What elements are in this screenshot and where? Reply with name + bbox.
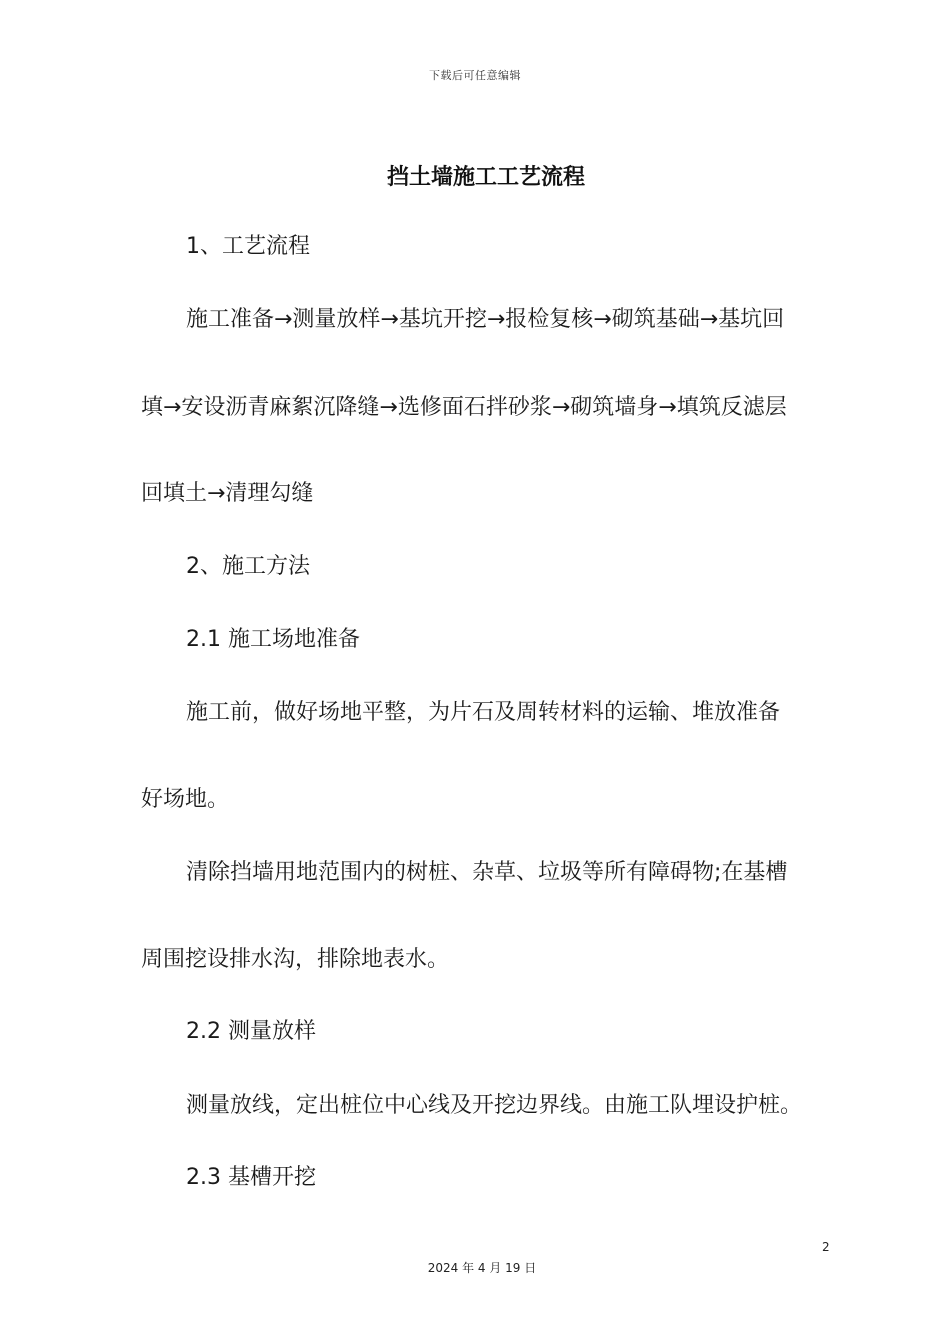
subsection-heading-site-prep: 2.1 施工场地准备 (186, 627, 360, 652)
site-prep-paragraph-line-1: 施工前，做好场地平整，为片石及周转材料的运输、堆放准备 (186, 700, 781, 725)
survey-paragraph: 测量放线，定出桩位中心线及开挖边界线。由施工队埋设护桩。 (186, 1093, 803, 1118)
document-title: 挡土墙施工工艺流程 (386, 165, 585, 190)
subsection-heading-survey: 2.2 测量放样 (186, 1019, 316, 1044)
section-heading-process: 1、工艺流程 (186, 234, 310, 259)
process-flow-line-2: 填→安设沥青麻絮沉降缝→选修面石拌砂浆→砌筑墙身→填筑反滤层 (141, 395, 787, 420)
subsection-heading-excavation: 2.3 基槽开挖 (186, 1165, 316, 1190)
process-flow-line-1: 施工准备→测量放样→基坑开挖→报检复核→砌筑基础→基坑回 (186, 307, 785, 332)
footer-date: 2024 年 4 月 19 日 (427, 1261, 537, 1275)
clearing-paragraph-line-2: 周围挖设排水沟，排除地表水。 (141, 947, 450, 972)
header-note: 下载后可任意编辑 (429, 69, 521, 82)
process-flow-line-3: 回填土→清理勾缝 (141, 481, 314, 506)
clearing-paragraph-line-1: 清除挡墙用地范围内的树桩、杂草、垃圾等所有障碍物;在基槽 (186, 860, 788, 885)
site-prep-paragraph-line-2: 好场地。 (141, 787, 230, 812)
page-number: 2 (822, 1240, 830, 1254)
section-heading-method: 2、施工方法 (186, 554, 310, 579)
